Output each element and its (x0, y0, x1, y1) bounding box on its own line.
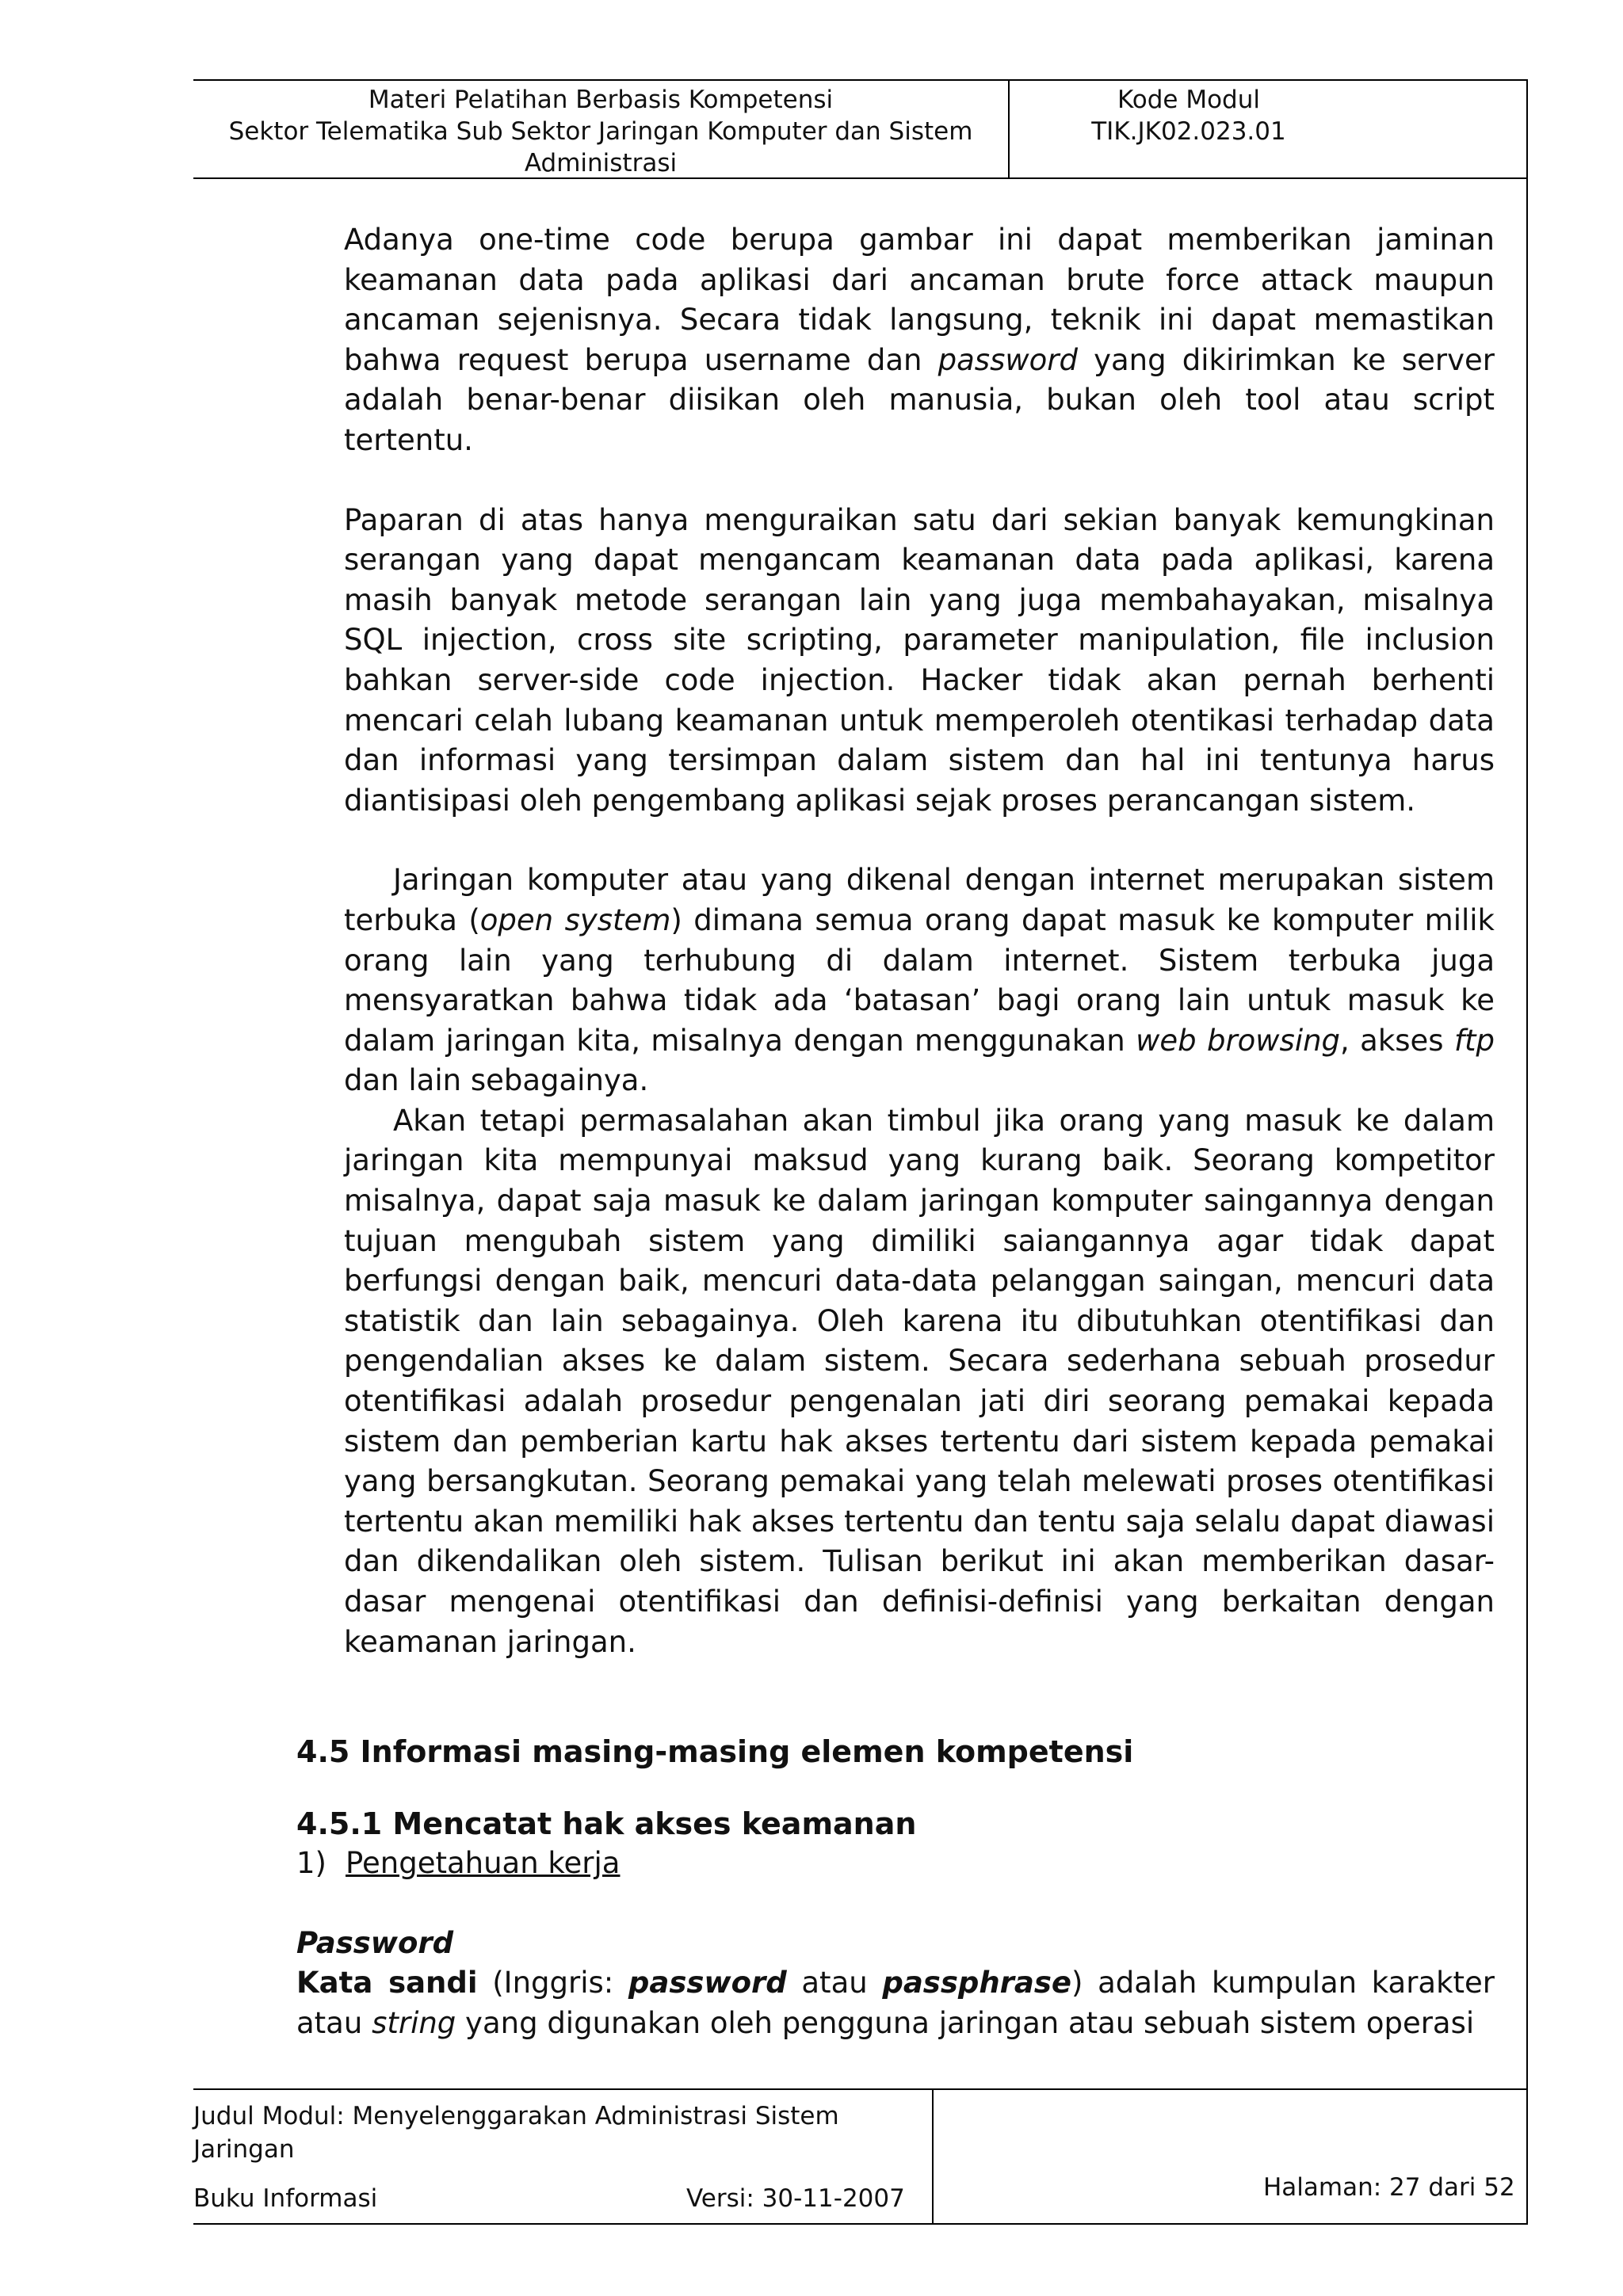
last-text-a: (Inggris: (477, 1966, 628, 2000)
last-bold: Kata sandi (296, 1966, 478, 2000)
paragraph-password (296, 1963, 1495, 2043)
header-module-code (1010, 81, 1368, 147)
footer-book-type: Buku Informasi (193, 2184, 378, 2213)
header-line-3: Administrasi (524, 149, 678, 177)
body-text (344, 220, 1495, 1662)
p1-italic: password (938, 342, 1078, 377)
p3-text-c: , akses (1340, 1023, 1454, 1058)
kode-modul-label: Kode Modul (1117, 86, 1260, 114)
p3-text-d: dan lain sebagainya. (344, 1063, 649, 1098)
last-text-d: yang digunakan oleh pengguna jaringan atau sebuah sistem operasi (456, 2005, 1475, 2040)
list-item-label: Pengetahuan kerja (346, 1846, 621, 1881)
p3-italic-2: web browsing (1136, 1023, 1341, 1058)
p1-text-a: Adanya one-time code berupa gambar ini dapat memberikan jaminan keamanan data pada aplikasi dari ancaman brute force attack maupun ancaman sejenisnya. Secara tidak langsung, teknik ini dapat memastikan bahwa request berupa username dan (344, 223, 1495, 377)
last-bold-italic-1: password (628, 1966, 787, 2000)
paragraph-3 (344, 860, 1495, 1101)
footer-module-title: Judul Modul: Menyelenggarakan Administrasi Sistem Jaringan (193, 2102, 839, 2164)
paragraph-2: Paparan di atas hanya menguraikan satu dari sekian banyak kemungkinan serangan yang dapat mengancam keamanan data pada aplikasi, karena masih banyak metode serangan lain yang juga membahayakan, misalnya SQL injection, cross site scripting, parameter manipulation, file inclusion bahkan server-side code injection. Hacker tidak akan pernah berhenti mencari celah lubang keamanan untuk memperoleh otentikasi terhadap data dan informasi yang tersimpan dalam sistem dan hal ini tentunya harus diantisipasi oleh pengembang aplikasi sejak proses perancangan sistem. (344, 502, 1495, 818)
header-line-1: Materi Pelatihan Berbasis Kompetensi (368, 86, 834, 114)
list-item-number: 1) (296, 1846, 327, 1881)
section-heading-4-5-1: 4.5.1 Mencatat hak akses keamanan (296, 1806, 917, 1841)
footer-divider (932, 2090, 934, 2223)
paragraph-4: Akan tetapi permasalahan akan timbul jika orang yang masuk ke dalam jaringan kita mempunyai maksud yang kurang baik. Seorang kompetitor misalnya, dapat saja masuk ke dalam jaringan komputer saingannya dengan tujuan mengubah sistem yang dimiliki saiangannya agar tidak dapat berfungsi dengan baik, mencuri data-data pelanggan saingan, mencuri data statistik dan lain sebagainya. Oleh karena itu dibutuhkan otentifikasi dan pengendalian akses ke dalam sistem. Secara sederhana sebuah prosedur otentifikasi adalah prosedur pengenalan jati diri seorang pemakai kepada sistem dan pemberian kartu hak akses tertentu dari sistem kepada pemakai yang bersangkutan. Seorang pemakai yang telah melewati proses otentifikasi tertentu akan memiliki hak akses tertentu dan tentu saja selalu dapat diawasi dan dikendalikan oleh sistem. Tulisan berikut ini akan memberikan dasar-dasar mengenai otentifikasi dan definisi-definisi yang berkaitan dengan keamanan jaringan. (344, 1103, 1495, 1659)
header-module-info (193, 81, 1008, 179)
p3-text-a: Jaringan komputer atau yang dikenal dengan internet merupakan sistem terbuka ( (344, 863, 1495, 937)
section-block (296, 1732, 1495, 2044)
subheading-password: Password (296, 1925, 454, 1960)
footer-page-number: Halaman: 27 dari 52 (1263, 2173, 1515, 2202)
p3-italic-1: open system (479, 902, 671, 937)
last-text-c: ) adalah kumpulan karakter atau (296, 1966, 1495, 2040)
page-footer (193, 2088, 1528, 2225)
page-right-border (1526, 79, 1528, 2225)
p3-italic-3: ftp (1453, 1023, 1495, 1058)
header-line-2: Sektor Telematika Sub Sektor Jaringan Komputer dan Sistem (228, 117, 973, 146)
last-bold-italic-2: passphrase (882, 1966, 1072, 2000)
last-italic: string (372, 2005, 456, 2040)
p1-text-b: yang dikirimkan ke server adalah benar-benar diisikan oleh manusia, bukan oleh tool atau script tertentu. (344, 342, 1495, 457)
last-text-b: atau (786, 1966, 883, 2000)
kode-modul-value: TIK.JK02.023.01 (1091, 117, 1286, 146)
section-heading-4-5: 4.5 Informasi masing-masing elemen kompetensi (296, 1734, 1134, 1769)
page-header (193, 79, 1528, 179)
footer-version: Versi: 30-11-2007 (686, 2184, 905, 2213)
paragraph-1 (344, 220, 1495, 461)
p3-text-b: ) dimana semua orang dapat masuk ke komputer milik orang lain yang terhubung di dalam internet. Sistem terbuka juga mensyaratkan bahwa tidak ada ‘batasan’ bagi orang lain untuk masuk ke dalam jaringan kita, misalnya dengan menggunakan (344, 902, 1495, 1058)
list-item (296, 1844, 1495, 1884)
